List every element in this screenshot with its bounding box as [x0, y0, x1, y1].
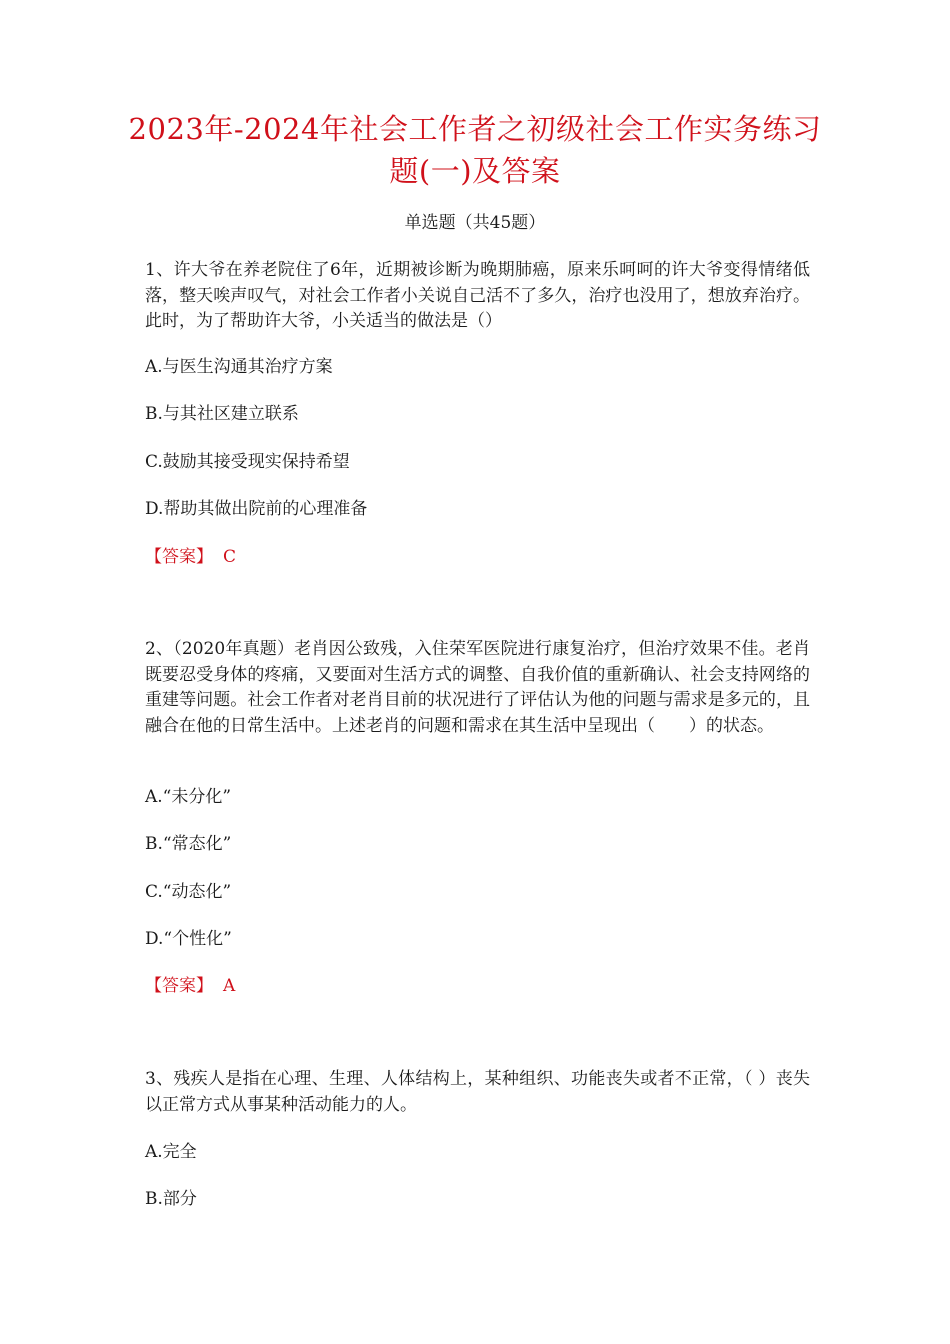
option-c: C.“动态化”: [145, 882, 232, 902]
answer-label: 【答案】: [145, 547, 213, 567]
option-d: D.“个性化”: [145, 929, 232, 949]
option-a: A.完全: [145, 1142, 197, 1162]
question-text: 2、（2020年真题）老肖因公致残，入住荣军医院进行康复治疗，但治疗效果不佳。老肖既要忍受身体的疼痛，又要面对生活方式的调整、自我价值的重新确认、社会支持网络的重建等问题。社会工作者对老肖目前的状况进行了评估认为他的问题与需求是多元的，且融合在他的日常生活中。上述老肖的问题和需求在其生活中呈现出（ ）的状态。: [145, 639, 810, 736]
option-d: D.帮助其做出院前的心理准备: [145, 499, 368, 519]
answer-value: C: [223, 547, 237, 567]
option-b: B.“常态化”: [145, 834, 232, 854]
answer-line: [145, 544, 236, 570]
option-a: A.与医生沟通其治疗方案: [145, 357, 333, 377]
option-b: B.部分: [145, 1189, 197, 1209]
question-text: 1、许大爷在养老院住了6年，近期被诊断为晚期肺癌，原来乐呵呵的许大爷变得情绪低落，整天唉声叹气，对社会工作者小关说自己活不了多久，治疗也没用了，想放弃治疗。此时，为了帮助许大爷，小关适当的做法是（）: [145, 260, 810, 331]
option-c: C.鼓励其接受现实保持希望: [145, 452, 350, 472]
option-a: A.“未分化”: [145, 787, 232, 807]
answer-value: A: [223, 976, 236, 996]
document-title: 2023年-2024年社会工作者之初级社会工作实务练习题(一)及答案: [128, 112, 822, 188]
option-b: B.与其社区建立联系: [145, 404, 299, 424]
section-heading: 单选题（共45题）: [404, 213, 546, 233]
answer-label: 【答案】: [145, 976, 213, 996]
question-text: 3、残疾人是指在心理、生理、人体结构上，某种组织、功能丧失或者不正常，（ ）丧失以正常方式从事某种活动能力的人。: [145, 1069, 810, 1115]
answer-line: [145, 973, 235, 999]
